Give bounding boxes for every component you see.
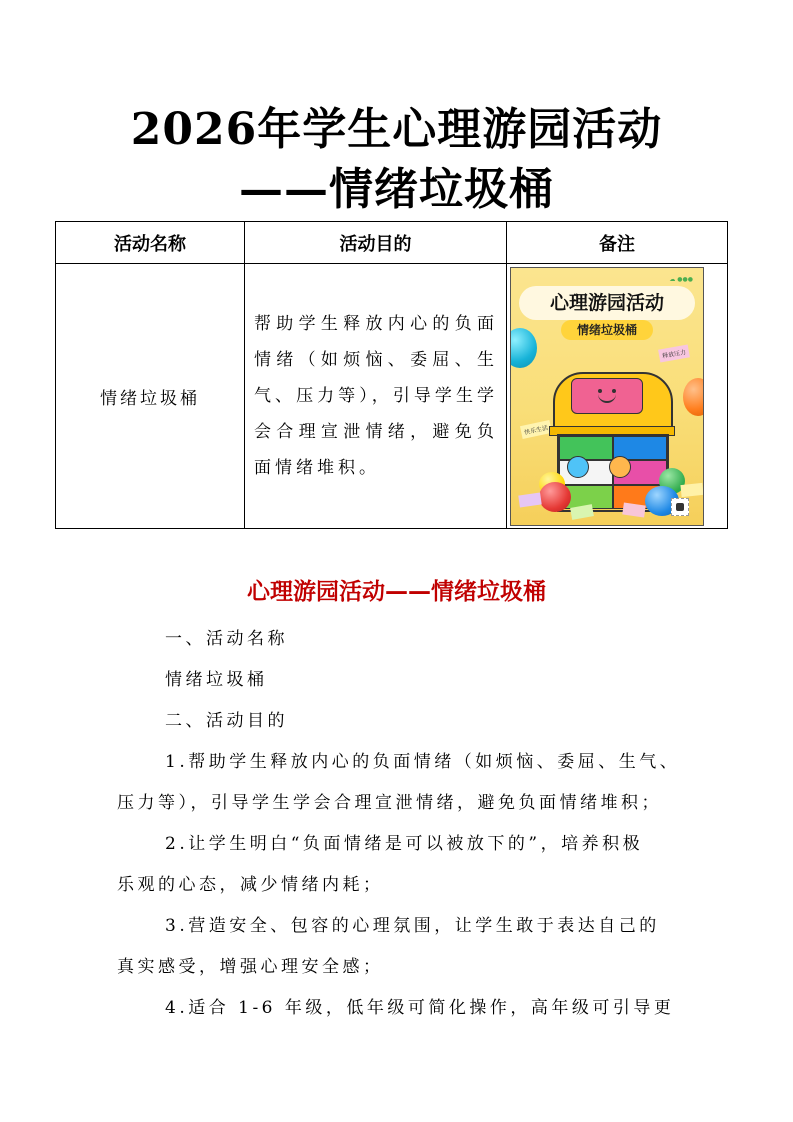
header-note: 备注 [507, 222, 728, 264]
activity-name-value: 情绪垃圾桶 [165, 670, 268, 690]
section-title: 心理游园活动——情绪垃圾桶 [247, 579, 546, 605]
header-activity-purpose: 活动目的 [245, 222, 507, 264]
cell-note [507, 264, 728, 529]
note-paper-icon [518, 492, 541, 507]
poster-subtitle: 情绪垃圾桶 [576, 322, 637, 337]
summary-table [55, 221, 728, 529]
qr-code-icon [671, 498, 689, 516]
header-activity-name: 活动名称 [56, 222, 245, 264]
poster-logo-icon: ☁ ●●● [669, 275, 693, 283]
note-paper-icon [680, 482, 703, 496]
purpose-line-1: 1.帮助学生释放内心的负面情绪（如烦恼、委屈、生气、 [165, 752, 681, 772]
purpose-line-3: 2.让学生明白“负面情绪是可以被放下的”，培养积极 [165, 834, 644, 854]
happy-face-icon [567, 456, 589, 478]
sad-face-icon [609, 456, 631, 478]
cell-activity-name: 情绪垃圾桶 [56, 264, 245, 529]
poster-image [510, 267, 704, 526]
cell-activity-purpose: 帮助学生释放内心的负面情绪（如烦恼、委屈、生气、压力等），引导学生学会合理宣泄情绪，避免负面情绪堆积。 [245, 264, 507, 529]
trash-bin-flap-smiley-icon [571, 378, 643, 414]
purpose-line-5: 3.营造安全、包容的心理氛围，让学生敢于表达自己的 [165, 916, 660, 936]
poster-tag-happy-life: 快乐生活 [520, 420, 552, 439]
purpose-line-4: 乐观的心态，减少情绪内耗； [117, 875, 384, 895]
table-row [56, 264, 728, 529]
poster-title: 心理游园活动 [549, 291, 664, 314]
heading-activity-name: 一、活动名称 [165, 629, 288, 649]
purpose-line-7: 4.适合 1-6 年级，低年级可简化操作，高年级可引导更 [165, 998, 675, 1018]
purpose-line-2: 压力等），引导学生学会合理宣泄情绪，避免负面情绪堆积； [117, 793, 662, 813]
note-paper-icon [622, 502, 645, 517]
document-title-line-2: ——情绪垃圾桶 [239, 164, 554, 215]
document-title-line-1: 2026年学生心理游园活动 [130, 104, 663, 155]
balloon-icon [539, 482, 571, 512]
purpose-line-6: 真实感受，增强心理安全感； [117, 957, 384, 977]
balloon-icon [683, 378, 704, 416]
heading-activity-purpose: 二、活动目的 [165, 711, 288, 731]
table-header-row [56, 222, 728, 264]
poster-tag-release-pressure: 释放压力 [658, 344, 690, 362]
